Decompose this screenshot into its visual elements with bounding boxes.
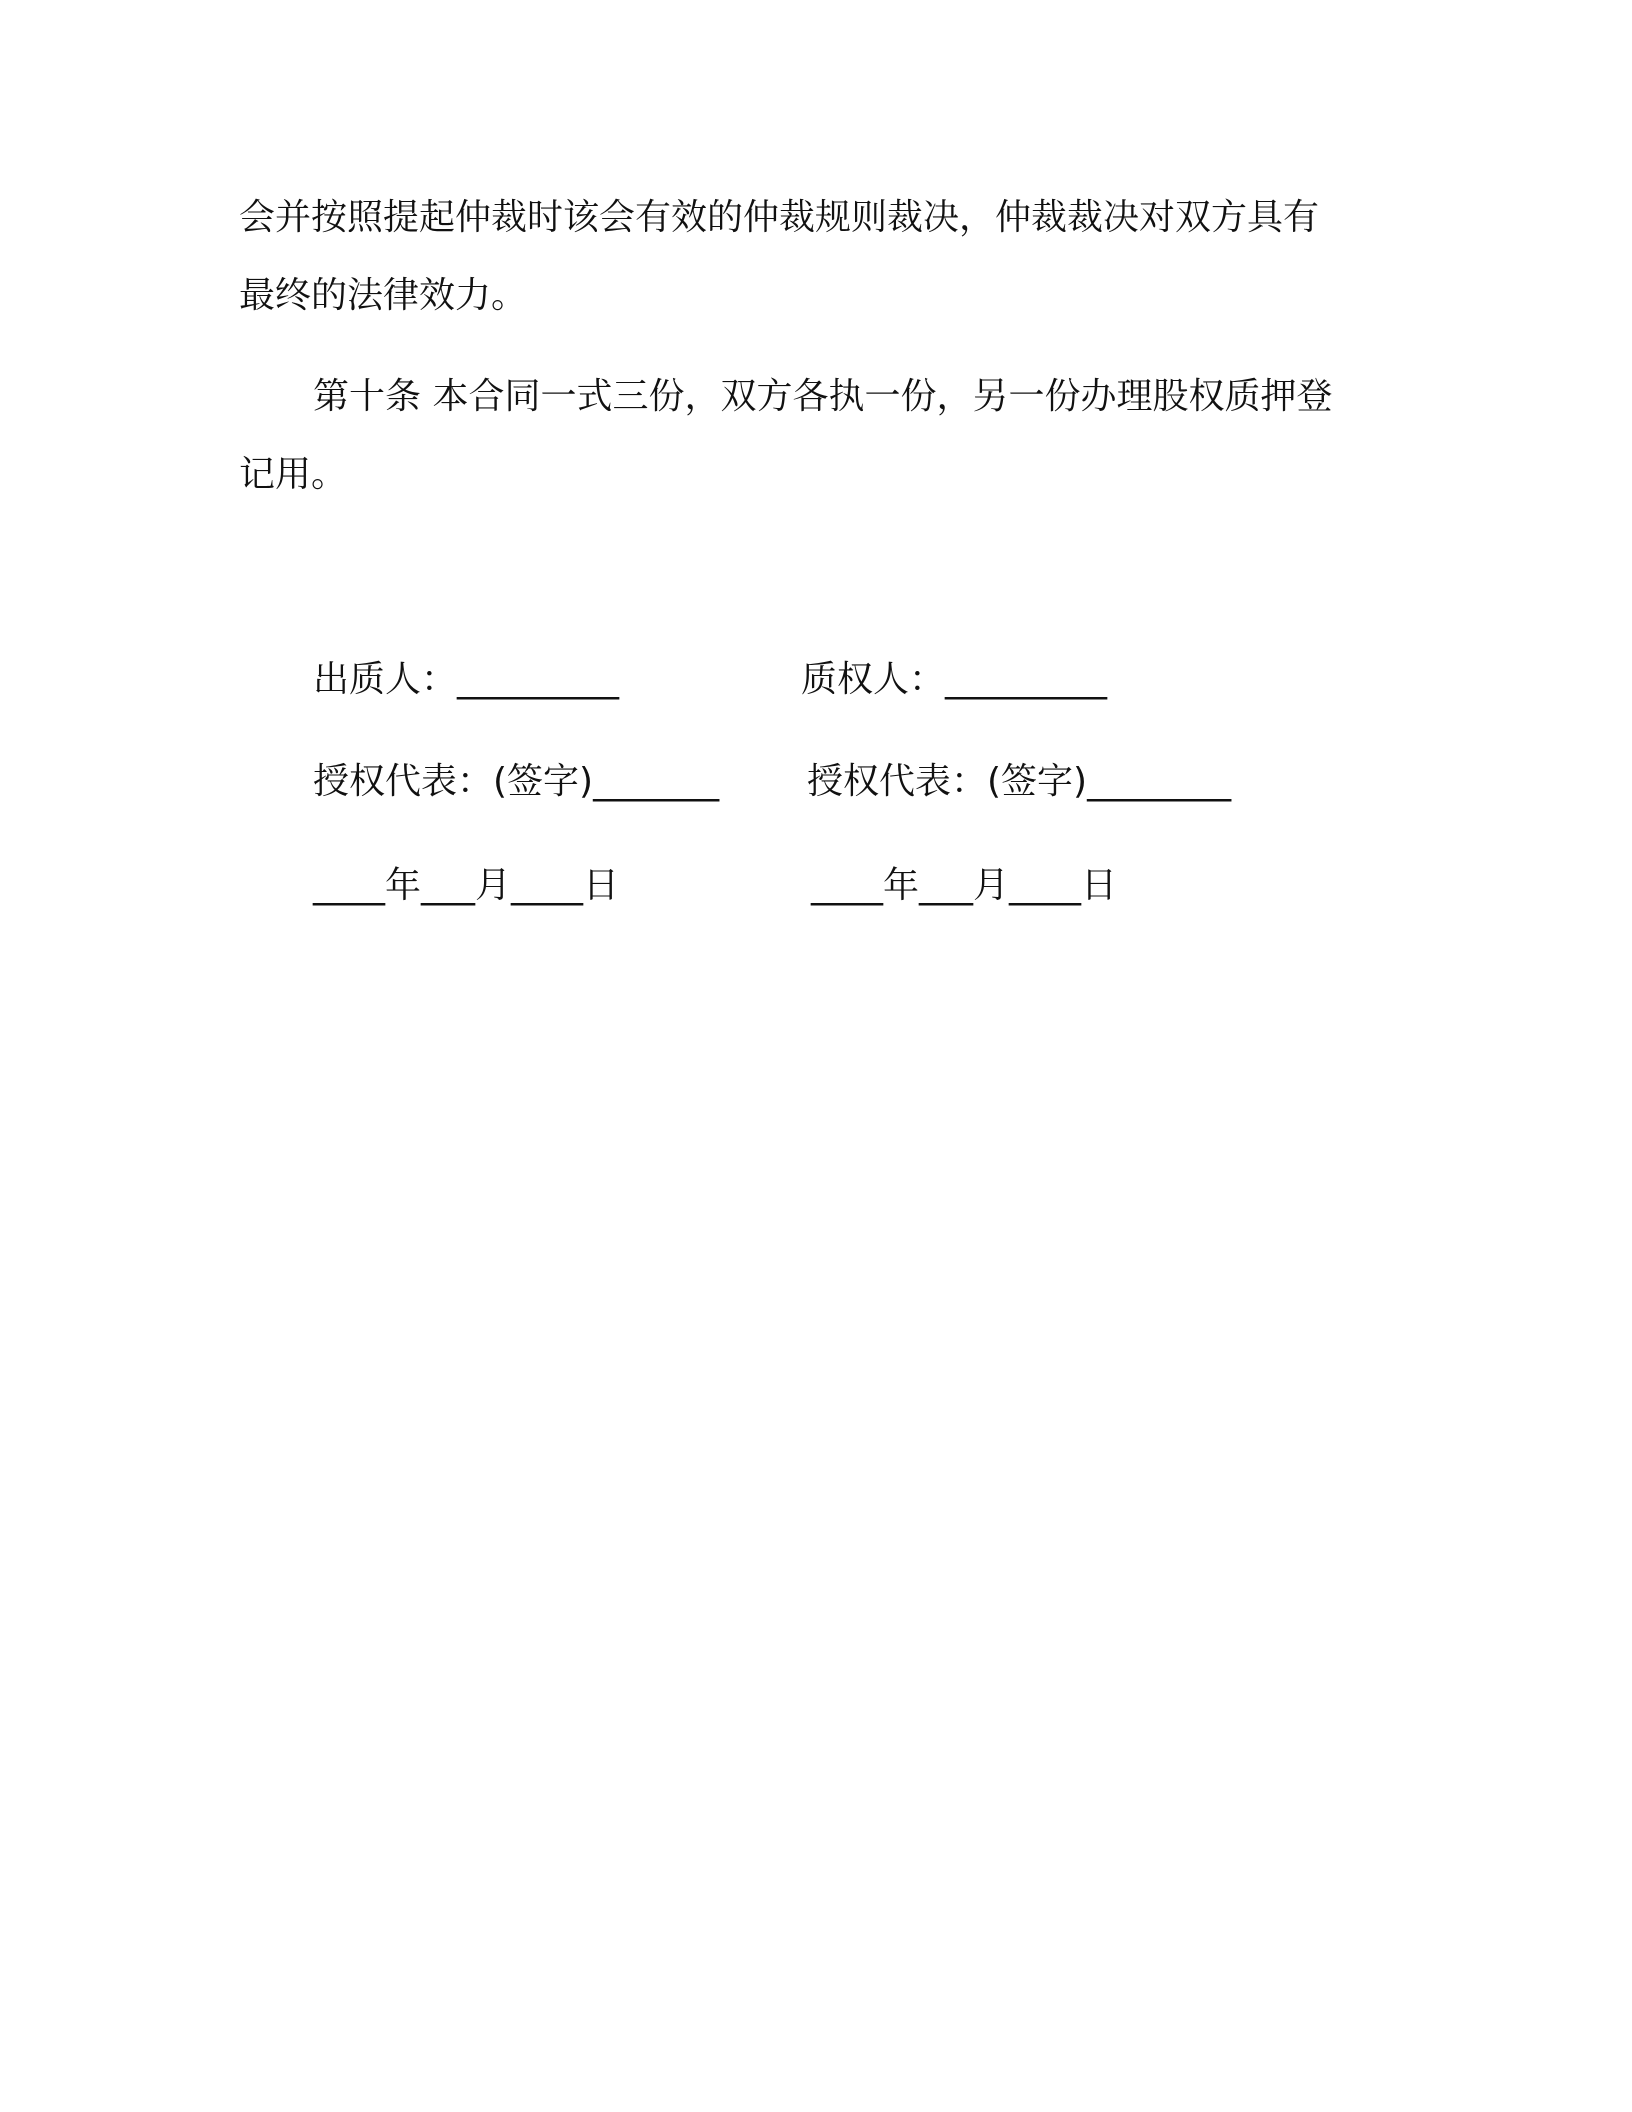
pledgor-signature-line: 出质人：_________ [313,659,620,700]
pledgee-representative-line: 授权代表：(签字)________ [807,761,1232,802]
pledgee-signature-line: 质权人：_________ [801,659,1108,700]
paragraph-1-line-2: 最终的法律效力。 [239,275,528,316]
pledgor-date-line: ____年___月____日 [313,865,620,906]
article-10-line-1: 第十条 本合同一式三份，双方各执一份，另一份办理股权质押登 [313,376,1333,417]
pledgor-representative-line: 授权代表：(签字)_______ [313,761,720,802]
paragraph-1-line-1: 会并按照提起仲裁时该会有效的仲裁规则裁决，仲裁裁决对双方具有 [239,197,1320,238]
pledgee-date-line: ____年___月____日 [811,865,1118,906]
article-10-line-2: 记用。 [239,454,348,495]
